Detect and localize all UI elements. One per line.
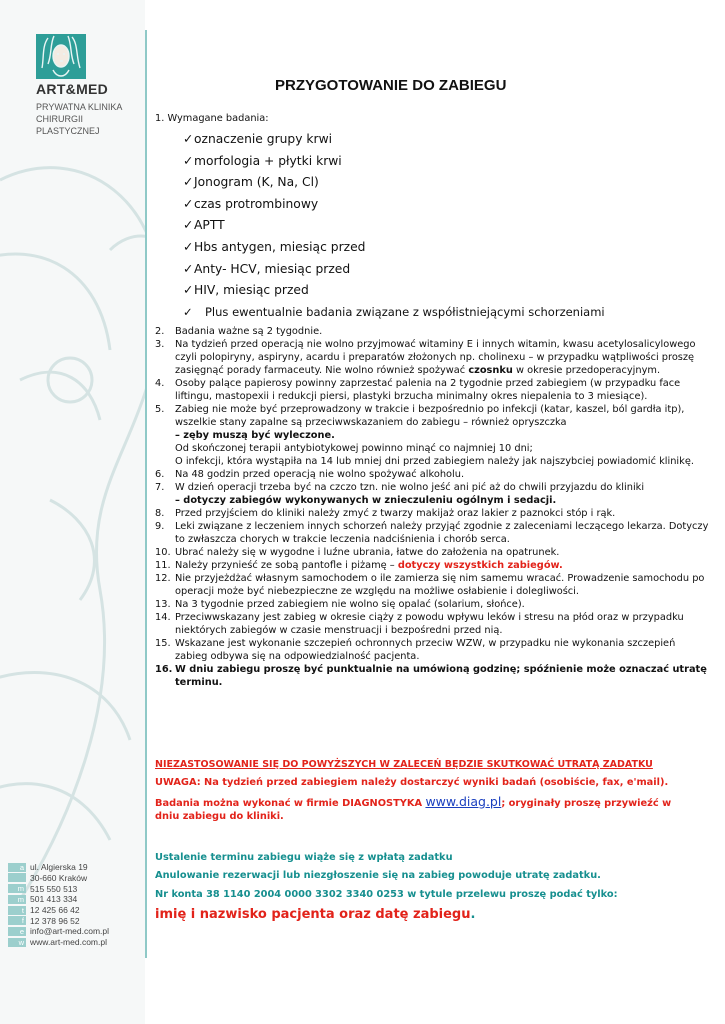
contact-row — [8, 937, 145, 948]
brand-name: ART&MED — [36, 81, 109, 97]
check-item-label: oznaczenie grupy krwi — [194, 132, 333, 146]
item-text-part: Należy przynieść ze sobą pantofle i piżamę – — [175, 560, 398, 572]
page-title: PRZYGOTOWANIE DO ZABIEGU — [275, 77, 507, 94]
item-text: W dniu zabiegu proszę być punktualnie na umówioną godzinę; spóźnienie może oznaczać utratę terminu. — [175, 664, 707, 689]
item-text-bold: – zęby muszą być wyleczone. — [175, 430, 335, 442]
list-item — [155, 403, 710, 468]
contact-key — [8, 873, 26, 882]
contact-address: ul. Algierska 19 — [30, 862, 88, 873]
check-item — [183, 196, 710, 212]
contact-row — [8, 915, 145, 926]
contact-row — [8, 883, 145, 894]
checkmark-icon: ✓ — [183, 283, 194, 298]
payment-deposit: Ustalenie terminu zabiegu wiąże się z wpłatą zadatku — [155, 852, 453, 863]
check-item — [183, 261, 710, 277]
item-number: 7. — [155, 482, 165, 494]
check-item-label: Anty- HCV, miesiąc przed — [194, 261, 351, 276]
checkmark-icon: ✓ — [183, 175, 194, 190]
check-item-label: HIV, miesiąc przed — [194, 283, 309, 298]
diag-link[interactable]: www.diag.pl — [425, 794, 502, 809]
list-item — [155, 546, 710, 559]
check-item-label: morfologia + płytki krwi — [194, 153, 342, 168]
diagnostics-text: Badania można wykonać w firmie DIAGNOSTYKA — [155, 798, 426, 809]
required-tests-list — [183, 131, 710, 320]
check-item-label: czas protrombinowy — [194, 196, 319, 211]
checkmark-icon: ✓ — [183, 218, 194, 233]
check-item — [183, 239, 710, 255]
item-text — [175, 559, 710, 572]
list-item — [155, 377, 710, 403]
contact-key: a — [8, 863, 26, 872]
item-text: Przeciwwskazany jest zabieg w okresie ciąży z powodu wpływu leków i stresu na płód oraz w przypadku niektórych zabiegów w czasie menstruacji i bezpośredni przed nią. — [175, 612, 684, 637]
venus-logo-icon — [36, 34, 86, 79]
item-text — [175, 403, 710, 468]
check-item — [183, 217, 710, 233]
contact-key: w — [8, 938, 26, 947]
contact-city: 30-660 Kraków — [30, 872, 88, 883]
contact-key: m — [8, 884, 26, 893]
check-item — [183, 282, 710, 298]
contact-key: t — [8, 906, 26, 915]
contact-key: f — [8, 916, 26, 925]
contact-block — [8, 862, 145, 948]
background-face-illustration — [0, 120, 145, 940]
list-item — [155, 559, 710, 572]
payment-title-dot: . — [470, 907, 476, 922]
contact-row — [8, 862, 145, 873]
instructions-list — [155, 325, 710, 689]
item-text: Leki związane z leczeniem innych schorzeń należy przyjąć zgodnie z zaleceniami leczącego lekarza. Dotyczy to zwłaszcza chorych w trakcie leczenia nadciśnienia i chorób serca. — [175, 521, 709, 546]
item-text: Przed przyjściem do kliniki należy zmyć z twarzy makijaż oraz lakier z paznokci stóp i rąk. — [175, 508, 616, 520]
list-item — [155, 507, 710, 520]
sidebar — [0, 0, 145, 1024]
brand-subtitle-line: CHIRURGII PLASTYCZNEJ — [36, 114, 100, 136]
checkmark-icon: ✓ — [183, 196, 194, 211]
payment-title — [155, 906, 715, 923]
payment-cancel: Anulowanie rezerwacji lub niezgłoszenie się na zabieg powoduje utratę zadatku. — [155, 870, 601, 881]
list-item — [155, 481, 710, 507]
item-number: 5. — [155, 404, 165, 416]
contact-key: m — [8, 895, 26, 904]
item-text-part: Zabieg nie może być przeprowadzony w trakcie i bezpośrednio po infekcji (katar, kaszel, ból gardła itp), wszelkie stany zapalne są przeciwwskazaniem do zabiegu – również opryszczka — [175, 404, 685, 429]
warning-results: UWAGA: Na tydzień przed zabiegiem należy dostarczyć wyniki badań (osobiście, fax, e'mail). — [155, 777, 669, 788]
check-item-label: APTT — [194, 218, 225, 233]
contact-email[interactable]: info@art-med.com.pl — [30, 926, 110, 937]
list-item — [155, 637, 710, 663]
list-item — [155, 572, 710, 598]
item-text: Ubrać należy się w wygodne i luźne ubrania, łatwe do założenia na opatrunek. — [175, 547, 560, 559]
item-number: 3. — [155, 339, 165, 351]
check-item — [183, 174, 710, 190]
item-text: Na 3 tygodnie przed zabiegiem nie wolno się opalać (solarium, słońce). — [175, 599, 525, 611]
check-item-label: Hbs antygen, miesiąc przed — [194, 239, 366, 254]
item-number: 2. — [155, 326, 165, 338]
contact-row — [8, 873, 145, 884]
item-number: 12. — [155, 573, 171, 585]
diagnostics-note — [155, 795, 675, 823]
checkmark-icon: ✓ — [183, 132, 194, 146]
payment-account: Nr konta 38 1140 2004 0000 3302 3340 0253 w tytule przelewu proszę podać tylko: — [155, 889, 618, 900]
contact-row — [8, 894, 145, 905]
item-text: Na 48 godzin przed operacją nie wolno spożywać alkoholu. — [175, 469, 465, 481]
list-item — [155, 611, 710, 637]
contact-website[interactable]: www.art-med.com.pl — [30, 937, 107, 948]
contact-phone[interactable]: 12 425 66 42 — [30, 905, 80, 916]
item-text-part: Na tydzień przed operacją nie wolno przyjmować witaminy E i innych witamin, kwasu acetylosalicylowego czyli polopiryny, aspiryny, acardu i preparatów złożonych np. cholinexu – w przypadku wątpliwości proszę zasięgnąć porady farmaceuty. Nie wolno również spożywać — [175, 339, 696, 377]
item-number: 16. — [155, 664, 173, 676]
check-item-label: Jonogram (K, Na, Cl) — [194, 175, 319, 190]
contact-row — [8, 926, 145, 937]
item-number: 10. — [155, 547, 171, 559]
diagnostics-text: ; oryginały proszę przywieźć w dniu zabiegu do kliniki. — [155, 798, 672, 822]
checkmark-icon: ✓ — [183, 239, 194, 254]
logo — [36, 34, 86, 79]
list-item — [155, 598, 710, 611]
item-text-part: O infekcji, która wystąpiła na 14 lub mniej dni przed zabiegiem należy jak najszybciej powiadomić klinikę. — [175, 456, 694, 468]
item-text-part: W dzień operacji trzeba być na czczo tzn. nie wolno jeść ani pić aż do chwili przyjazdu do kliniki — [175, 482, 645, 494]
item-text: Osoby palące papierosy powinny zaprzestać palenia na 2 tygodnie przed zabiegiem (w przypadku face liftingu, mastopexii i redukcji piersi, plastyki brzucha minimalny okres niepalenia to 3 miesiące). — [175, 378, 681, 403]
brand-subtitle-line: PRYWATNA KLINIKA — [36, 102, 123, 112]
payment-title-text: imię i nazwisko pacjenta oraz datę zabiegu — [155, 907, 471, 922]
item-text — [175, 481, 710, 507]
contact-mobile[interactable]: 515 550 513 — [30, 883, 78, 894]
item-text: Nie przyjeżdżać własnym samochodem o ile zamierza się nim samemu wracać. Prowadzenie samochodu po operacji może być niebezpieczne ze względu na możliwe osłabienie i dolegliwości. — [175, 573, 705, 598]
contact-key: e — [8, 927, 26, 936]
contact-mobile[interactable]: 501 413 334 — [30, 894, 78, 905]
required-tests-heading: 1. Wymagane badania: — [155, 113, 269, 124]
checkmark-icon: ✓ — [183, 304, 193, 319]
contact-fax: 12 378 96 52 — [30, 915, 80, 926]
item-number: 13. — [155, 599, 171, 611]
item-number: 8. — [155, 508, 165, 520]
check-item-label: Plus ewentualnie badania związane z współistniejącymi schorzeniami — [205, 304, 605, 319]
item-number: 6. — [155, 469, 165, 481]
item-text-part: Od skończonej terapii antybiotykowej powinno minąć co najmniej 10 dni; — [175, 443, 533, 455]
item-number: 15. — [155, 638, 171, 650]
list-item — [155, 325, 710, 338]
item-number: 11. — [155, 560, 171, 572]
item-text: Wskazane jest wykonanie szczepień ochronnych przeciw WZW, w przypadku nie wykonania szczepień zabieg odbywa się na odpowiedzialność pacjenta. — [175, 638, 676, 663]
contact-row — [8, 905, 145, 916]
item-number: 14. — [155, 612, 171, 624]
check-item — [183, 304, 710, 320]
item-text-bold: – dotyczy zabiegów wykonywanych w znieczuleniu ogólnym i sedacji. — [175, 495, 557, 507]
divider — [145, 30, 147, 958]
check-item — [183, 153, 710, 169]
list-item — [155, 520, 710, 546]
item-text-bold: czosnku — [468, 365, 513, 377]
item-number: 9. — [155, 521, 165, 533]
item-text: Badania ważne są 2 tygodnie. — [175, 326, 323, 338]
warning-deposit: NIEZASTOSOWANIE SIĘ DO POWYŻSZYCH W ZALECEŃ BĘDZIE SKUTKOWAĆ UTRATĄ ZADATKU — [155, 759, 653, 770]
list-item — [155, 338, 710, 377]
item-text-highlight: dotyczy wszystkich zabiegów. — [397, 560, 563, 572]
list-item — [155, 663, 710, 689]
checkmark-icon: ✓ — [183, 261, 194, 276]
brand-subtitle — [36, 101, 145, 137]
item-text — [175, 338, 710, 377]
item-text-part: w okresie przedoperacyjnym. — [512, 365, 661, 377]
list-item — [155, 468, 710, 481]
check-item — [183, 131, 710, 147]
item-number: 4. — [155, 378, 165, 390]
main-content — [155, 112, 710, 689]
checkmark-icon: ✓ — [183, 153, 194, 168]
